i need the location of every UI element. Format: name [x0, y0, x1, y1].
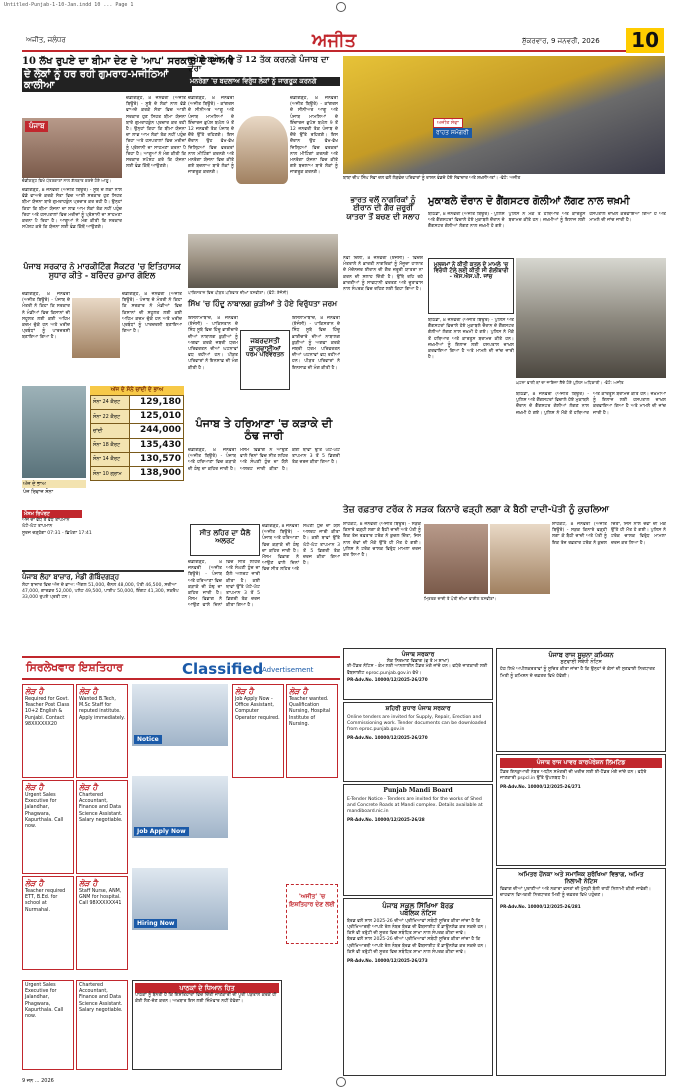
story-tl-body-a: ਚੰਡੀਗੜ੍ਹ, 8 ਜਨਵਰੀ (ਅਜੀਤ ਬਿਊਰੋ) - ਸੂਬੇ ਦੇ ਲੋਕਾਂ ਨਾਲ ਵੱਡੇ ਵਾਅਦੇ ਕਰਕੇ ਸੱਤਾ ਵਿਚ ਆਈ ਸਰਕਾਰ ਹੁਣ ਸਿਹਤ ਬੀਮਾ ਯੋਜਨਾ ਬਾਰੇ ਗੁਮਰਾਹਕੁੰਨ ਪ੍ਰਚਾਰ ਕਰ ਰਹੀ ਹੈ। ਉਨ੍ਹਾਂ ਕਿਹਾ ਕਿ ਬੀਮਾ ਯੋਜਨਾ ਦਾ ਲਾਭ ਆਮ ਲੋਕਾਂ ਤੱਕ ਨਹੀਂ ਪਹੁੰਚ ਰਿਹਾ ਅਤੇ ਹਸਪਤਾਲਾਂ ਵਿਚ ਮਰੀਜ਼ਾਂ ਨੂੰ ਪ੍ਰੇਸ਼ਾਨੀ ਦਾ ਸਾਹਮਣਾ ਕਰਨਾ ਪੈ ਰਿਹਾ ਹੈ। ਆਗੂਆਂ ਨੇ ਮੰਗ ਕੀਤੀ ਕਿ ਸਰਕਾਰ ਸਪੱਸ਼ਟ ਕਰੇ ਕਿ ਯੋਜਨਾ ਲਈ ਫੰਡ ਕਿੱਥੋਂ ਆਉਣਗੇ। — [22, 188, 122, 231]
pspcl-pr: PR-Adv.No. 10000/12/2025-26/271 — [500, 783, 581, 789]
mandi-headline: ਪੰਜਾਬ ਲੋਹਾ ਬਾਜ਼ਾਰ, ਮੰਡੀ ਗੋਬਿੰਦਗੜ੍ਹ — [22, 570, 184, 581]
gold-rate-row — [91, 452, 184, 466]
gold-notes — [22, 480, 86, 497]
tender-1-sub: ਲੋਕ ਨਿਰਮਾਣ ਵਿਭਾਗ (ਭ ਤੇ ਮ ਸ਼ਾਖਾ) — [386, 658, 450, 664]
masthead-date: ਸ਼ੁੱਕਰਵਾਰ, 9 ਜਨਵਰੀ, 2026 — [522, 37, 600, 45]
gold-rate-value: 130,570 — [130, 452, 184, 466]
psssb-pr: PR-Adv.No. 10000/12/2025-26/273 — [347, 957, 428, 963]
classified-illustration-label: Job Apply Now — [134, 827, 189, 837]
banner-2: ਰਾਹਤ ਸਮੱਗਰੀ — [433, 128, 472, 138]
classified-illustration — [132, 868, 228, 930]
story-encounter-photo — [516, 258, 666, 378]
story-tl-tag: ਪੰਜਾਬ — [25, 121, 48, 132]
story-accident-body-b: ਸ਼ਾਹਕੋਟ, 8 ਜਨਵਰੀ (ਅਜੀਤ ਬਿਊਰੋ) - ਸੜਕ ਕਿਨਾਰੇ ਫੜ੍ਹੀ ਲਗਾ ਕੇ ਬੈਠੀ ਦਾਦੀ ਅਤੇ ਪੋਤੀ ਨੂੰ ਇਕ ਤੇਜ਼ ਰਫ਼ਤਾਰ ਟਰੱਕ ਨੇ ਕੁਚਲ ਦਿੱਤਾ, ਜਿਸ ਨਾਲ ਦੋਵਾਂ ਦੀ ਮੌਕੇ ਉੱਤੇ ਹੀ ਮੌਤ ਹੋ ਗਈ। ਪੁਲਿਸ ਨੇ ਟਰੱਕ ਚਾਲਕ ਵਿਰੁੱਧ ਮਾਮਲਾ ਦਰਜ ਕਰ ਲਿਆ ਹੈ। — [552, 522, 666, 546]
story-accident-caption: ਮ੍ਰਿਤਕ ਦਾਦੀ ਤੇ ਪੋਤੀ ਦੀਆਂ ਫਾਈਲ ਤਸਵੀਰਾਂ। — [424, 596, 497, 601]
story-encounter-body-c: ਬਠਿੰਡਾ, 8 ਜਨਵਰੀ (ਅਜੀਤ ਬਿਊਰੋ) - ਪੁਲਿਸ ਅਤੇ ਗੈਂਗਸਟਰਾਂ ਵਿਚਾਲੇ ਹੋਏ ਮੁਕਾਬਲੇ ਦੌਰਾਨ ਦੋ ਗੈਂਗਸਟਰ ਗੋਲੀਆਂ ਲੱਗਣ ਨਾਲ ਜ਼ਖ਼ਮੀ ਹੋ ਗਏ। ਪੁਲਿਸ ਨੇ ਮੌਕੇ ਤੋਂ ਹਥਿਆਰ ਅਤੇ ਕਾਰਤੂਸ ਬਰਾਮਦ ਕੀਤੇ ਹਨ। ਜ਼ਖ਼ਮੀਆਂ ਨੂੰ ਇਲਾਜ ਲਈ ਹਸਪਤਾਲ ਦਾਖ਼ਲ ਕਰਵਾਇਆ ਗਿਆ ਹੈ ਅਤੇ ਮਾਮਲੇ ਦੀ ਜਾਂਚ ਜਾਰੀ ਹੈ। — [516, 392, 666, 416]
gold-rates-table — [90, 395, 184, 482]
story-mid-caption: ਪਾਕਿਸਤਾਨ ਵਿਚ ਪੀੜਤ ਪਰਿਵਾਰ ਦੀਆਂ ਤਸਵੀਰਾਂ। (ਫੋਟੋ: ਏਜੰਸੀ) — [188, 290, 289, 295]
story-tm-body-b: ਚੰਡੀਗੜ੍ਹ, 8 ਜਨਵਰੀ (ਅਜੀਤ ਬਿਊਰੋ) - ਕਾਂਗਰਸ ਦੇ ਸੀਨੀਅਰ ਆਗੂ ਅਤੇ ਪੰਜਾਬ ਮਾਮਲਿਆਂ ਦੇ ਇੰਚਾਰਜ ਭੁਪੇਸ਼ ਬਘੇਲ 9 ਤੋਂ 12 ਜਨਵਰੀ ਤੱਕ ਪੰਜਾਬ ਦੇ ਦੌਰੇ ਉੱਤੇ ਰਹਿਣਗੇ। ਇਸ ਦੌਰਾਨ ਉਹ ਵੱਖ-ਵੱਖ ਜ਼ਿਲ੍ਹਿਆਂ ਵਿਚ ਵਰਕਰਾਂ ਨਾਲ ਮੀਟਿੰਗਾਂ ਕਰਨਗੇ ਅਤੇ ਮਨਰੇਗਾ ਯੋਜਨਾ ਵਿਚ ਕੀਤੇ ਗਏ ਬਦਲਾਅ ਬਾਰੇ ਲੋਕਾਂ ਨੂੰ ਜਾਗਰੂਕ ਕਰਨਗੇ। — [290, 96, 338, 176]
psssb-sub: ਪਬਲਿਕ ਨੋਟਿਸ — [399, 908, 437, 917]
story-tl-headline-1: 10 ਲੱਖ ਰੁਪਏ ਦਾ ਬੀਮਾ ਦੇਣ ਦੇ 'ਆਪ' ਸਰਕਾਰ ਦੇ ਦਾਅਵੇ — [22, 56, 235, 67]
gold-rate-label: ਚਾਂਦੀ — [91, 424, 130, 438]
footer: 9 ਜਨ ... 2026 — [22, 1078, 54, 1084]
story-punjab-sarkar-headline: ਪੰਜਾਬ ਸਰਕਾਰ ਨੇ ਮਾਰਕੀਟਿੰਗ ਸੈਕਟਰ 'ਚ ਇਤਿਹਾਸਕ ਸੁਧਾਰ ਕੀਤੇ - ਬਰਿੰਦਰ ਕੁਮਾਰ ਗੋਇਲ — [23, 261, 181, 280]
classified-header — [22, 656, 340, 680]
baghel-portrait — [236, 116, 288, 184]
gold-rate-label: ਸੋਨਾ 10 ਗ੍ਰਾਮ — [91, 467, 130, 481]
accident-photo-grandmother — [424, 524, 488, 594]
left-info — [22, 510, 184, 570]
story-bharat-headline: ਭਾਰਤ ਵਲੋਂ ਨਾਗਰਿਕਾਂ ਨੂੰ ਈਰਾਨ ਦੀ ਗੈਰ ਜ਼ਰੂਰੀ ਯਾਤਰਾ ਤੋਂ ਬਚਣ ਦੀ ਸਲਾਹ — [346, 195, 420, 221]
gold-rate-value: 129,180 — [130, 395, 184, 409]
rti-notice — [496, 648, 666, 752]
classified-grid — [22, 684, 340, 1074]
classified-illustration-label: Notice — [134, 735, 162, 745]
story-accident-headline: ਤੇਜ਼ ਰਫ਼ਤਾਰ ਟਰੱਕ ਨੇ ਸੜਕ ਕਿਨਾਰੇ ਫੜ੍ਹੀ ਲਗਾ ਕੇ ਬੈਠੀ ਦਾਦੀ-ਪੋਤੀ ਨੂੰ ਕੁਚਲਿਆ — [343, 505, 609, 515]
story-tl-caption: ਚੰਡੀਗੜ੍ਹ ਵਿਖੇ ਪੱਤਰਕਾਰਾਂ ਨਾਲ ਗੱਲਬਾਤ ਕਰਦੇ ਹੋਏ ਆਗੂ। — [22, 178, 112, 183]
tender-3 — [343, 784, 493, 896]
classified-ad-head: ਲੋੜ ਹੈ — [235, 687, 254, 696]
reader-notice-body: ਪਾਠਕਾਂ ਨੂੰ ਬੇਨਤੀ ਹੈ ਕਿ ਇਸ਼ਤਿਹਾਰਾਂ ਵਿਚ ਦਿੱਤੀ ਜਾਣਕਾਰੀ ਦੀ ਪੂਰੀ ਪੜਤਾਲ ਕਰਕੇ ਹੀ ਕੋਈ ਲੈਣ-ਦੇਣ ਕਰਨ। ਅਖ਼ਬਾਰ ਇਸ ਲਈ ਜ਼ਿੰਮੇਵਾਰ ਨਹੀਂ ਹੋਵੇਗਾ। — [135, 993, 277, 1005]
classified-ad-head: ਲੋੜ ਹੈ — [79, 879, 98, 888]
story-accident-body-a: ਸ਼ਾਹਕੋਟ, 8 ਜਨਵਰੀ (ਅਜੀਤ ਬਿਊਰੋ) - ਸੜਕ ਕਿਨਾਰੇ ਫੜ੍ਹੀ ਲਗਾ ਕੇ ਬੈਠੀ ਦਾਦੀ ਅਤੇ ਪੋਤੀ ਨੂੰ ਇਕ ਤੇਜ਼ ਰਫ਼ਤਾਰ ਟਰੱਕ ਨੇ ਕੁਚਲ ਦਿੱਤਾ, ਜਿਸ ਨਾਲ ਦੋਵਾਂ ਦੀ ਮੌਕੇ ਉੱਤੇ ਹੀ ਮੌਤ ਹੋ ਗਈ। ਪੁਲਿਸ ਨੇ ਟਰੱਕ ਚਾਲਕ ਵਿਰੁੱਧ ਮਾਮਲਾ ਦਰਜ ਕਰ ਲਿਆ ਹੈ। — [343, 522, 421, 558]
rti-head: ਪੰਜਾਬ ਰਾਜ ਸੂਚਨਾ ਕਮਿਸ਼ਨ — [548, 651, 614, 659]
registration-mark-icon — [336, 1077, 346, 1087]
classified-ad-text: Required for Govt. Teacher Post Class 10+2 English & Punjabi. Contact 98XXXXXX20 — [25, 697, 70, 727]
classified-ad — [76, 684, 128, 778]
classified-ad — [22, 980, 74, 1070]
classified-ad-text: Teacher wanted. Qualification Nursing, Hospital Institute of Nursing. — [289, 697, 331, 727]
classified-ad-text: Chartered Accountant, Finance and Data Science Assistant. Salary negotiable. — [79, 983, 123, 1013]
classified-ad-text: Chartered Accountant, Finance and Data Science Assistant. Salary negotiable. — [79, 793, 123, 823]
classified-ad — [286, 684, 338, 778]
tender-1-pr: PR-Adv.No. 10000/12/2025-26/270 — [347, 676, 428, 682]
story-tm-headline: ਭੁਪੇਸ਼ ਬਘੇਲ 9 ਤੋਂ 12 ਤੱਕ ਕਰਨਗੇ ਪੰਜਾਬ ਦਾ ਦੌਰਾ — [188, 55, 329, 75]
gold-rates-title: ਅੱਜ ਦੇ ਸੋਨੇ ਚਾਂਦੀ ਦੇ ਭਾਅ — [90, 386, 184, 395]
gold-rate-value: 135,430 — [130, 438, 184, 452]
story-cold-body-b: ਚੰਡੀਗੜ੍ਹ, 8 ਜਨਵਰੀ (ਅਜੀਤ ਬਿਊਰੋ) - ਪੰਜਾਬ ਅਤੇ ਹਰਿਆਣਾ ਵਿਚ ਕੜਾਕੇ ਦੀ ਠੰਢ ਦਾ ਕਹਿਰ ਜਾਰੀ ਹੈ। ਮੌਸਮ ਵਿਭਾਗ ਨੇ ਆਉਣ ਵਾਲੇ ਦਿਨਾਂ ਵਿਚ ਸੀਤ ਲਹਿਰ ਅਤੇ ਸੰਘਣੀ ਧੁੰਦ ਦਾ ਯੈਲੋ ਅਲਰਟ ਜਾਰੀ ਕੀਤਾ ਹੈ। ਕਈ ਥਾਵਾਂ ਉੱਤੇ ਘੱਟੋ-ਘੱਟ ਤਾਪਮਾਨ 3 ਤੋਂ 5 ਡਿਗਰੀ ਤੱਕ ਦਰਜ ਕੀਤਾ ਗਿਆ ਹੈ। — [262, 524, 340, 573]
reader-notice — [132, 980, 282, 1070]
mandi-body: ਲੋਹਾ ਬਾਜ਼ਾਰ ਵਿਚ ਅੱਜ ਦੇ ਭਾਅ: ਐਂਗਲ 51,000, ਚੈਨਲ 48,000, ਪੱਤੀ 46,500, ਸਰੀਆ 47,000, ਗਾਰਡਰ 52,000, ਪਲੇਟ 49,500, ਪਾਈਪ 50,000, ਇੰਗਟ 41,300, ਸਕਰੈਪ 33,000 ਰੁਪਏ ਪ੍ਰਤੀ ਟਨ। — [22, 582, 179, 601]
jewelry-photo — [22, 386, 86, 478]
photo-top-right — [343, 56, 665, 174]
auction-pr: PR-Adv.No. 10000/12/2025-26/281 — [500, 903, 581, 909]
masthead-title: ਅਜੀਤ — [312, 30, 357, 51]
classified-ad-head: ਲੋੜ ਹੈ — [25, 783, 44, 792]
tender-2 — [343, 702, 493, 782]
gold-rate-row — [91, 467, 184, 481]
story-mid-pullquote — [240, 330, 290, 390]
classified-ad — [76, 876, 128, 970]
mandi-box — [22, 570, 184, 601]
gold-rate-label: ਸੋਨਾ 24 ਕੈਰਟ — [91, 395, 130, 409]
classified-ad-head: ਲੋੜ ਹੈ — [289, 687, 308, 696]
classified-ad-text: Urgent Sales Executive for Jalandhar, Phagwara, Kapurthala. Call now. — [25, 983, 64, 1020]
gold-rate-value: 125,010 — [130, 410, 184, 424]
psssb-notice — [343, 898, 493, 1076]
story-encounter-caption: ਘਟਨਾ ਵਾਲੀ ਥਾਂ ਦਾ ਜਾਇਜ਼ਾ ਲੈਂਦੇ ਹੋਏ ਪੁਲਿਸ ਅਧਿਕਾਰੀ। -ਫੋਟੋ: ਅਜੀਤ — [516, 380, 624, 385]
story-tm-subhead: ਮਨਰੇਗਾ 'ਚ ਬਦਲਾਅ ਵਿਰੁੱਧ ਲੋਕਾਂ ਨੂੰ ਜਾਗਰੂਕ ਕਰਨਗੇ — [188, 77, 340, 86]
classified-ad — [22, 780, 74, 874]
classified-illustration — [132, 684, 228, 746]
pull-2: ਕਾਰਵਾਈਆਂ — [249, 343, 281, 353]
rti-body: ਹੇਠ ਲਿਖੇ ਅਪੀਲਕਰਤਾਵਾਂ ਨੂੰ ਸੂਚਿਤ ਕੀਤਾ ਜਾਂਦਾ ਹੈ ਕਿ ਉਨ੍ਹਾਂ ਦੇ ਕੇਸਾਂ ਦੀ ਸੁਣਵਾਈ ਨਿਰਧਾਰਤ ਮਿਤੀ ਨੂੰ ਕਮਿਸ਼ਨ ਦੇ ਦਫ਼ਤਰ ਵਿਖੇ ਹੋਵੇਗੀ। — [500, 667, 655, 679]
tender-1 — [343, 648, 493, 700]
classified-title-en: Classified — [182, 660, 264, 678]
tender-2-pr: PR-Adv.No. 10000/12/2025-26/270 — [347, 735, 428, 741]
masthead-location: ਅਜੀਤ, ਜਲੰਧਰ — [26, 36, 66, 44]
psssb-body-2: ਬੋਰਡ ਵਲੋਂ ਸਾਲ 2025-26 ਦੀਆਂ ਪ੍ਰੀਖਿਆਵਾਂ ਸਬੰਧੀ ਸੂਚਿਤ ਕੀਤਾ ਜਾਂਦਾ ਹੈ ਕਿ ਪ੍ਰੀਖਿਆਰਥੀ ਆਪਣੇ ਰੋਲ ਨੰਬਰ ਬੋਰਡ ਦੀ ਵੈੱਬਸਾਈਟ ਤੋਂ ਡਾਊਨਲੋਡ ਕਰ ਸਕਦੇ ਹਨ। ਕਿਸੇ ਵੀ ਤਰੁੱਟੀ ਦੀ ਸੂਰਤ ਵਿਚ ਸਬੰਧਿਤ ਸ਼ਾਖਾ ਨਾਲ ਸੰਪਰਕ ਕੀਤਾ ਜਾਵੇ। — [347, 937, 487, 955]
gold-rate-row — [91, 438, 184, 452]
story-tl-photo — [22, 118, 122, 183]
story-tl-headline-2: ਦੇ ਲੋਕਾਂ ਨੂੰ ਹਰ ਰਹੀ ਗੁਮਰਾਹ-ਮਜੀਠਿਆਂ ਕਾਲੀਆ — [22, 68, 192, 92]
classified-ad-text: Teacher required ETT, B.Ed. for school at Nurmahal. — [25, 889, 66, 913]
gold-rate-row — [91, 410, 184, 424]
page-number: 10 — [626, 28, 664, 53]
classified-ad-text: Staff Nurse, ANM, GNM for hospital. Call 98XXXXXX41 — [79, 889, 122, 907]
gold-rate-value: 244,000 — [130, 424, 184, 438]
story-tl-body-b: ਚੰਡੀਗੜ੍ਹ, 8 ਜਨਵਰੀ (ਅਜੀਤ ਬਿਊਰੋ) - ਸੂਬੇ ਦੇ ਲੋਕਾਂ ਨਾਲ ਵੱਡੇ ਵਾਅਦੇ ਕਰਕੇ ਸੱਤਾ ਵਿਚ ਆਈ ਸਰਕਾਰ ਹੁਣ ਸਿਹਤ ਬੀਮਾ ਯੋਜਨਾ ਬਾਰੇ ਗੁਮਰਾਹਕੁੰਨ ਪ੍ਰਚਾਰ ਕਰ ਰਹੀ ਹੈ। ਉਨ੍ਹਾਂ ਕਿਹਾ ਕਿ ਬੀਮਾ ਯੋਜਨਾ ਦਾ ਲਾਭ ਆਮ ਲੋਕਾਂ ਤੱਕ ਨਹੀਂ ਪਹੁੰਚ ਰਿਹਾ ਅਤੇ ਹਸਪਤਾਲਾਂ ਵਿਚ ਮਰੀਜ਼ਾਂ ਨੂੰ ਪ੍ਰੇਸ਼ਾਨੀ ਦਾ ਸਾਹਮਣਾ ਕਰਨਾ ਪੈ ਰਿਹਾ ਹੈ। ਆਗੂਆਂ ਨੇ ਮੰਗ ਕੀਤੀ ਕਿ ਸਰਕਾਰ ਸਪੱਸ਼ਟ ਕਰੇ ਕਿ ਯੋਜਨਾ ਲਈ ਫੰਡ ਕਿੱਥੋਂ ਆਉਣਗੇ। — [126, 96, 186, 170]
cold-badge — [190, 524, 260, 556]
classified-illustration — [132, 776, 228, 838]
classified-ad — [22, 684, 74, 778]
story-mid-photo — [188, 234, 338, 288]
classified-illustration-label: Hiring Now — [134, 919, 177, 929]
story-punjab-sarkar-body-b: ਚੰਡੀਗੜ੍ਹ, 8 ਜਨਵਰੀ (ਅਜੀਤ ਬਿਊਰੋ) - ਪੰਜਾਬ ਦੇ ਮੰਤਰੀ ਨੇ ਕਿਹਾ ਕਿ ਸਰਕਾਰ ਨੇ ਮੰਡੀਆਂ ਵਿਚ ਕਿਸਾਨਾਂ ਦੀ ਸਹੂਲਤ ਲਈ ਕਈ ਅਹਿਮ ਕਦਮ ਚੁੱਕੇ ਹਨ ਅਤੇ ਖਰੀਦ ਪ੍ਰਬੰਧਾਂ ਨੂੰ ਪਾਰਦਰਸ਼ੀ ਬਣਾਇਆ ਗਿਆ ਹੈ। — [122, 292, 182, 335]
tender-3-body: E-Tender Notice - Tenders are invited for the works of Shed and Concrete Roads at Mandi complex. Details available at mandiboard.nic.in — [347, 796, 483, 814]
story-punjab-sarkar — [22, 262, 182, 280]
accident-photo-granddaughter — [490, 524, 550, 594]
classified-ad-head: ਲੋੜ ਹੈ — [79, 783, 98, 792]
tender-3-head: Punjab Mandi Board — [383, 787, 453, 794]
gold-rate-label: ਸੋਨਾ 22 ਕੈਰਟ — [91, 410, 130, 424]
gold-rate-label: ਸੋਨਾ 14 ਕੈਰਟ — [91, 452, 130, 466]
classified-title-pa: ਸਿਰਲੇਖਵਾਰ ਇਸ਼ਤਿਹਾਰ — [26, 661, 123, 674]
encounter-pull: ਮੁਲਜ਼ਮਾਂ ਨੇ ਕੀਤੀ ਕਤਲ ਦੇ ਮਾਮਲੇ 'ਚ ਵਿਰੋਧੀ ਟੋਲੇ ਲਈ ਕੀਤੀ ਸੀ ਗੋਲੀਬਾਰੀ - ਐਸ.ਐਸ.ਪੀ. ਜਾਂਚ — [433, 262, 509, 281]
tender-3-pr: PR-Adv.No. 10000/12/2025-26/28 — [347, 817, 425, 823]
pspcl-head: ਪੰਜਾਬ ਰਾਜ ਪਾਵਰ ਕਾਰਪੋਰੇਸ਼ਨ ਲਿਮਟਿਡ — [500, 758, 662, 768]
goel-portrait — [72, 298, 120, 358]
story-encounter-pullquote — [428, 258, 514, 314]
cold-badge-text: ਸੀਤ ਲਹਿਰ ਦਾ ਯੈਲੋ ਅਲਰਟ — [199, 528, 251, 545]
banner-1: ਅਜੀਤ ਸੇਵਾ — [433, 118, 463, 128]
classified-ad — [76, 980, 128, 1070]
tender-2-head: ਸ਼ਹਿਰੀ ਸੁਧਾਰ ਪੰਜਾਬ ਸਰਕਾਰ — [385, 705, 451, 712]
story-bharat — [343, 196, 423, 221]
photo-top-right-caption: ਬਾਬਾ ਦੀਪ ਸਿੰਘ ਸੇਵਾ ਦਲ ਵਲੋਂ ਲੋੜਵੰਦ ਪਰਿਵਾਰਾਂ ਨੂੰ ਰਾਸ਼ਨ ਵੰਡਦੇ ਹੋਏ ਸੇਵਾਦਾਰ ਅਤੇ ਸ਼ਖ਼ਸੀਅਤਾਂ। -ਫੋਟੋ: ਅਜੀਤ — [343, 176, 521, 181]
classified-ad-head: ਲੋੜ ਹੈ — [25, 879, 44, 888]
rti-sub: ਸੁਣਵਾਈ ਸਬੰਧੀ ਨੋਟਿਸ — [560, 659, 602, 666]
story-mid-body-a: ਇਸਲਾਮਾਬਾਦ, 8 ਜਨਵਰੀ (ਏਜੰਸੀ) - ਪਾਕਿਸਤਾਨ ਦੇ ਸਿੰਧ ਸੂਬੇ ਵਿਚ ਹਿੰਦੂ ਭਾਈਚਾਰੇ ਦੀਆਂ ਨਾਬਾਲਗ ਕੁੜੀਆਂ ਨੂੰ ਅਗਵਾ ਕਰਕੇ ਜਬਰੀ ਧਰਮ ਪਰਿਵਰਤਨ ਦੀਆਂ ਘਟਨਾਵਾਂ ਵਧ ਰਹੀਆਂ ਹਨ। ਪੀੜਤ ਪਰਿਵਾਰਾਂ ਨੇ ਇਨਸਾਫ਼ ਦੀ ਮੰਗ ਕੀਤੀ ਹੈ। — [188, 316, 238, 371]
weather-label: ਮੌਸਮ ਰਿਪੋਰਟ — [22, 510, 82, 518]
story-encounter-headline: ਮੁਕਾਬਲੇ ਦੌਰਾਨ ਦੋ ਗੈਂਗਸਟਰ ਗੋਲੀਆਂ ਲੱਗਣ ਨਾਲ ਜ਼ਖ਼ਮੀ — [428, 196, 630, 207]
gold-rate-label: ਸੋਨਾ 18 ਕੈਰਟ — [91, 438, 130, 452]
ration-distribution-photo — [343, 56, 665, 174]
classified-ad — [22, 876, 74, 970]
tender-2-body: Online tenders are invited for Supply, Repair, Erection and Commissioning work. Tender documents can be downloaded from eproc.punjab.gov.in — [347, 714, 487, 732]
registration-mark-icon — [336, 2, 346, 12]
ajit-ad: 'ਅਜੀਤ' 'ਚ ਇਸ਼ਤਿਹਾਰ ਦੇਣ ਲਈ — [286, 884, 338, 944]
reader-notice-head: ਪਾਠਕਾਂ ਦੇ ਧਿਆਨ ਹਿਤ — [135, 983, 279, 993]
tender-1-body: ਈ-ਟੈਂਡਰ ਨੋਟਿਸ - ਕੰਮ ਲਈ ਆਨਲਾਈਨ ਟੈਂਡਰ ਮੰਗੇ ਜਾਂਦੇ ਹਨ। ਵਧੇਰੇ ਜਾਣਕਾਰੀ ਲਈ ਵੈੱਬਸਾਈਟ eproc.punjab.gov.in ਵੇਖੋ। — [347, 664, 488, 676]
gold-rate-row — [91, 395, 184, 409]
pull-3: ਧਰਮ ਪਰਿਵਰਤਨ — [245, 351, 285, 359]
story-tm — [188, 56, 340, 86]
classified-ad-text: Urgent Sales Executive for Jalandhar, Phagwara, Kapurthala. Call now. — [25, 793, 64, 830]
sun-times: ਸੂਰਜ ਚੜ੍ਹੇਗਾ 07:31 - ਛਿਪੇਗਾ 17:41 — [22, 530, 92, 536]
classified-ad-text: Job Apply Now - Office Assistant, Computer Operator required. — [235, 697, 280, 721]
gold-rates-box — [90, 386, 184, 481]
tender-1-head: ਪੰਜਾਬ ਸਰਕਾਰ — [401, 651, 435, 658]
classified-ad-head: ਲੋੜ ਹੈ — [79, 687, 98, 696]
classified-title-sub: Advertisement — [262, 666, 314, 674]
gold-rate-value: 138,900 — [130, 467, 184, 481]
classified-ad-head: ਲੋੜ ਹੈ — [25, 687, 44, 696]
masthead — [22, 30, 664, 52]
weather-2: ਘੱਟੋ-ਘੱਟ ਤਾਪਮਾਨ — [22, 524, 53, 530]
psssb-body: ਬੋਰਡ ਵਲੋਂ ਸਾਲ 2025-26 ਦੀਆਂ ਪ੍ਰੀਖਿਆਵਾਂ ਸਬੰਧੀ ਸੂਚਿਤ ਕੀਤਾ ਜਾਂਦਾ ਹੈ ਕਿ ਪ੍ਰੀਖਿਆਰਥੀ ਆਪਣੇ ਰੋਲ ਨੰਬਰ ਬੋਰਡ ਦੀ ਵੈੱਬਸਾਈਟ ਤੋਂ ਡਾਊਨਲੋਡ ਕਰ ਸਕਦੇ ਹਨ। ਕਿਸੇ ਵੀ ਤਰੁੱਟੀ ਦੀ ਸੂਰਤ ਵਿਚ ਸਬੰਧਿਤ ਸ਼ਾਖਾ ਨਾਲ ਸੰਪਰਕ ਕੀਤਾ ਜਾਵੇ। — [347, 918, 487, 937]
pspcl-notice — [496, 754, 666, 866]
gold-note-1: ਅੱਜ ਦੇ ਭਾਅ — [22, 480, 86, 488]
classified-ad — [76, 780, 128, 874]
story-punjab-sarkar-body: ਚੰਡੀਗੜ੍ਹ, 8 ਜਨਵਰੀ (ਅਜੀਤ ਬਿਊਰੋ) - ਪੰਜਾਬ ਦੇ ਮੰਤਰੀ ਨੇ ਕਿਹਾ ਕਿ ਸਰਕਾਰ ਨੇ ਮੰਡੀਆਂ ਵਿਚ ਕਿਸਾਨਾਂ ਦੀ ਸਹੂਲਤ ਲਈ ਕਈ ਅਹਿਮ ਕਦਮ ਚੁੱਕੇ ਹਨ ਅਤੇ ਖਰੀਦ ਪ੍ਰਬੰਧਾਂ ਨੂੰ ਪਾਰਦਰਸ਼ੀ ਬਣਾਇਆ ਗਿਆ ਹੈ। — [22, 292, 70, 341]
psssb-head: ਪੰਜਾਬ ਸਕੂਲ ਸਿੱਖਿਆ ਬੋਰਡ — [382, 901, 454, 910]
story-cold-headline: ਪੰਜਾਬ ਤੇ ਹਰਿਆਣਾ 'ਚ ਕੜਾਕੇ ਦੀ ਠੰਢ ਜਾਰੀ — [195, 417, 333, 443]
pull-1: ਜਬਰਦਸਤੀ — [250, 336, 280, 345]
story-encounter-body-a: ਬਠਿੰਡਾ, 8 ਜਨਵਰੀ (ਅਜੀਤ ਬਿਊਰੋ) - ਪੁਲਿਸ ਅਤੇ ਗੈਂਗਸਟਰਾਂ ਵਿਚਾਲੇ ਹੋਏ ਮੁਕਾਬਲੇ ਦੌਰਾਨ ਦੋ ਗੈਂਗਸਟਰ ਗੋਲੀਆਂ ਲੱਗਣ ਨਾਲ ਜ਼ਖ਼ਮੀ ਹੋ ਗਏ। ਪੁਲਿਸ ਨੇ ਮੌਕੇ ਤੋਂ ਹਥਿਆਰ ਅਤੇ ਕਾਰਤੂਸ ਬਰਾਮਦ ਕੀਤੇ ਹਨ। ਜ਼ਖ਼ਮੀਆਂ ਨੂੰ ਇਲਾਜ ਲਈ ਹਸਪਤਾਲ ਦਾਖ਼ਲ ਕਰਵਾਇਆ ਗਿਆ ਹੈ ਅਤੇ ਮਾਮਲੇ ਦੀ ਜਾਂਚ ਜਾਰੀ ਹੈ। — [428, 212, 666, 230]
auction-body: ਵਿਭਾਗ ਦੀਆਂ ਪੁਰਾਣੀਆਂ ਅਤੇ ਨਕਾਰਾ ਵਸਤਾਂ ਦੀ ਖੁੱਲ੍ਹੀ ਬੋਲੀ ਰਾਹੀਂ ਨਿਲਾਮੀ ਕੀਤੀ ਜਾਵੇਗੀ। ਚਾਹਵਾਨ ਵਿਅਕਤੀ ਨਿਰਧਾਰਤ ਮਿਤੀ ਨੂੰ ਦਫ਼ਤਰ ਵਿਖੇ ਪਹੁੰਚਣ। — [500, 887, 651, 899]
story-cold-body-a: ਚੰਡੀਗੜ੍ਹ, 8 ਜਨਵਰੀ (ਅਜੀਤ ਬਿਊਰੋ) - ਪੰਜਾਬ ਅਤੇ ਹਰਿਆਣਾ ਵਿਚ ਕੜਾਕੇ ਦੀ ਠੰਢ ਦਾ ਕਹਿਰ ਜਾਰੀ ਹੈ। ਮੌਸਮ ਵਿਭਾਗ ਨੇ ਆਉਣ ਵਾਲੇ ਦਿਨਾਂ ਵਿਚ ਸੀਤ ਲਹਿਰ ਅਤੇ ਸੰਘਣੀ ਧੁੰਦ ਦਾ ਯੈਲੋ ਅਲਰਟ ਜਾਰੀ ਕੀਤਾ ਹੈ। ਕਈ ਥਾਵਾਂ ਉੱਤੇ ਘੱਟੋ-ਘੱਟ ਤਾਪਮਾਨ 3 ਤੋਂ 5 ਡਿਗਰੀ ਤੱਕ ਦਰਜ ਕੀਤਾ ਗਿਆ ਹੈ। — [188, 448, 340, 472]
story-tm-body-a: ਚੰਡੀਗੜ੍ਹ, 8 ਜਨਵਰੀ (ਅਜੀਤ ਬਿਊਰੋ) - ਕਾਂਗਰਸ ਦੇ ਸੀਨੀਅਰ ਆਗੂ ਅਤੇ ਪੰਜਾਬ ਮਾਮਲਿਆਂ ਦੇ ਇੰਚਾਰਜ ਭੁਪੇਸ਼ ਬਘੇਲ 9 ਤੋਂ 12 ਜਨਵਰੀ ਤੱਕ ਪੰਜਾਬ ਦੇ ਦੌਰੇ ਉੱਤੇ ਰਹਿਣਗੇ। ਇਸ ਦੌਰਾਨ ਉਹ ਵੱਖ-ਵੱਖ ਜ਼ਿਲ੍ਹਿਆਂ ਵਿਚ ਵਰਕਰਾਂ ਨਾਲ ਮੀਟਿੰਗਾਂ ਕਰਨਗੇ ਅਤੇ ਮਨਰੇਗਾ ਯੋਜਨਾ ਵਿਚ ਕੀਤੇ ਗਏ ਬਦਲਾਅ ਬਾਰੇ ਲੋਕਾਂ ਨੂੰ ਜਾਗਰੂਕ ਕਰਨਗੇ। — [188, 96, 234, 176]
weather-1: ਅੱਜ ਦਾ ਵੱਧ ਤੋਂ ਵੱਧ ਤਾਪਮਾਨ — [22, 518, 70, 524]
pspcl-body: ਟੈਂਡਰ ਇਨਕੁਆਰੀ ਨੰਬਰ ਅਧੀਨ ਸਮੱਗਰੀ ਦੀ ਖਰੀਦ ਲਈ ਈ-ਟੈਂਡਰ ਮੰਗੇ ਜਾਂਦੇ ਹਨ। ਵਧੇਰੇ ਜਾਣਕਾਰੀ pspcl.in ਉੱਤੇ ਉਪਲਬਧ ਹੈ। — [500, 769, 647, 781]
print-slug: Untitled-Punjab-1-10-Jan.indd 10 ... Page 1 — [4, 2, 134, 8]
story-tl-image — [22, 118, 122, 178]
classified-center — [132, 684, 228, 972]
classified-ad — [232, 684, 284, 778]
story-mid-headline: ਸਿੱਖ 'ਚ ਹਿੰਦੂ ਨਾਬਾਲਗ ਕੁੜੀਆਂ ਤੇ ਹੋਏ ਵਿਰੁੱਧਤਾ ਜਰਮ — [188, 299, 338, 308]
gold-note-2: ਪੰਜ ਰਿਵਾਜ ਸੋਨਾ — [23, 489, 54, 496]
story-bharat-body: ਨਵੀਂ ਦਿੱਲੀ, 8 ਜਨਵਰੀ (ਏਜੰਸੀ) - ਵਿਦੇਸ਼ ਮੰਤਰਾਲੇ ਨੇ ਭਾਰਤੀ ਨਾਗਰਿਕਾਂ ਨੂੰ ਮੌਜੂਦਾ ਹਾਲਾਤ ਦੇ ਮੱਦੇਨਜ਼ਰ ਈਰਾਨ ਦੀ ਗੈਰ ਜ਼ਰੂਰੀ ਯਾਤਰਾ ਨਾ ਕਰਨ ਦੀ ਸਲਾਹ ਦਿੱਤੀ ਹੈ। ਉੱਥੇ ਰਹਿ ਰਹੇ ਭਾਰਤੀਆਂ ਨੂੰ ਸਾਵਧਾਨੀ ਵਰਤਣ ਅਤੇ ਦੂਤਾਵਾਸ ਨਾਲ ਸੰਪਰਕ ਵਿਚ ਰਹਿਣ ਲਈ ਕਿਹਾ ਗਿਆ ਹੈ। — [343, 256, 423, 292]
auction-notice — [496, 868, 666, 1076]
story-encounter-body-b: ਬਠਿੰਡਾ, 8 ਜਨਵਰੀ (ਅਜੀਤ ਬਿਊਰੋ) - ਪੁਲਿਸ ਅਤੇ ਗੈਂਗਸਟਰਾਂ ਵਿਚਾਲੇ ਹੋਏ ਮੁਕਾਬਲੇ ਦੌਰਾਨ ਦੋ ਗੈਂਗਸਟਰ ਗੋਲੀਆਂ ਲੱਗਣ ਨਾਲ ਜ਼ਖ਼ਮੀ ਹੋ ਗਏ। ਪੁਲਿਸ ਨੇ ਮੌਕੇ ਤੋਂ ਹਥਿਆਰ ਅਤੇ ਕਾਰਤੂਸ ਬਰਾਮਦ ਕੀਤੇ ਹਨ। ਜ਼ਖ਼ਮੀਆਂ ਨੂੰ ਇਲਾਜ ਲਈ ਹਸਪਤਾਲ ਦਾਖ਼ਲ ਕਰਵਾਇਆ ਗਿਆ ਹੈ ਅਤੇ ਮਾਮਲੇ ਦੀ ਜਾਂਚ ਜਾਰੀ ਹੈ। — [428, 318, 514, 361]
auction-sub: ਨਿਲਾਮੀ ਨੋਟਿਸ — [564, 877, 598, 885]
auction-head: ਅਮਿਤਰ ਹੋਂਨਕਾ ਅਤੇ ਸਮਾਜਿਕ ਸੁਰੱਖਿਆ ਵਿਭਾਗ, ਅਮਿਤ — [518, 871, 644, 878]
story-cold-body-c: ਚੰਡੀਗੜ੍ਹ, 8 ਜਨਵਰੀ (ਅਜੀਤ ਬਿਊਰੋ) - ਪੰਜਾਬ ਅਤੇ ਹਰਿਆਣਾ ਵਿਚ ਕੜਾਕੇ ਦੀ ਠੰਢ ਦਾ ਕਹਿਰ ਜਾਰੀ ਹੈ। ਮੌਸਮ ਵਿਭਾਗ ਨੇ ਆਉਣ ਵਾਲੇ ਦਿਨਾਂ ਵਿਚ ਸੀਤ ਲਹਿਰ ਅਤੇ ਸੰਘਣੀ ਧੁੰਦ ਦਾ ਯੈਲੋ ਅਲਰਟ ਜਾਰੀ ਕੀਤਾ ਹੈ। ਕਈ ਥਾਵਾਂ ਉੱਤੇ ਘੱਟੋ-ਘੱਟ ਤਾਪਮਾਨ 3 ਤੋਂ 5 ਡਿਗਰੀ ਤੱਕ ਦਰਜ ਕੀਤਾ ਗਿਆ ਹੈ। — [188, 560, 260, 609]
story-mid-body-b: ਇਸਲਾਮਾਬਾਦ, 8 ਜਨਵਰੀ (ਏਜੰਸੀ) - ਪਾਕਿਸਤਾਨ ਦੇ ਸਿੰਧ ਸੂਬੇ ਵਿਚ ਹਿੰਦੂ ਭਾਈਚਾਰੇ ਦੀਆਂ ਨਾਬਾਲਗ ਕੁੜੀਆਂ ਨੂੰ ਅਗਵਾ ਕਰਕੇ ਜਬਰੀ ਧਰਮ ਪਰਿਵਰਤਨ ਦੀਆਂ ਘਟਨਾਵਾਂ ਵਧ ਰਹੀਆਂ ਹਨ। ਪੀੜਤ ਪਰਿਵਾਰਾਂ ਨੇ ਇਨਸਾਫ਼ ਦੀ ਮੰਗ ਕੀਤੀ ਹੈ। — [292, 316, 340, 371]
classified-ad-text: Wanted B.Tech, M.Sc Staff for reputed institute. Apply immediately. — [79, 697, 125, 721]
gold-rate-row — [91, 424, 184, 438]
